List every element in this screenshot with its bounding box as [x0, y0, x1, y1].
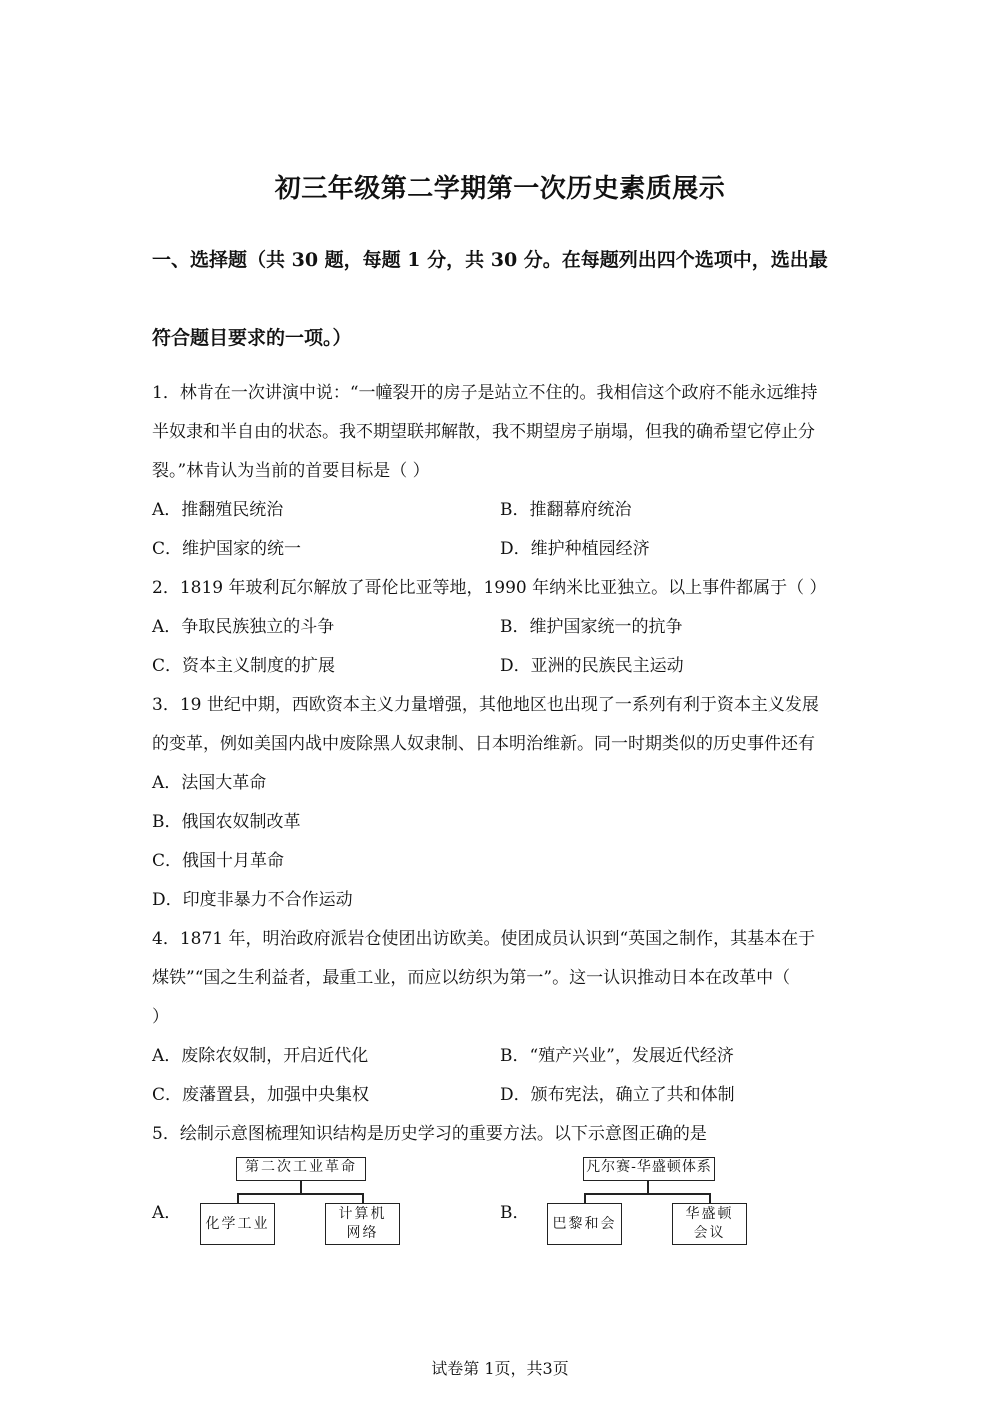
q2-text-line1: 2．1819 年玻利瓦尔解放了哥伦比亚等地，1990 年纳米比亚独立。以上事件都属于（ ）: [152, 578, 827, 598]
diagram-a-right-drop: [362, 1193, 364, 1203]
diagram-a-stem: [300, 1181, 302, 1193]
q1-text-line3: 裂。”林肯认为当前的首要目标是（ ）: [152, 461, 430, 481]
q1-option-a: A．推翻殖民统治: [152, 500, 284, 520]
q3-option-a: A．法国大革命: [152, 773, 267, 793]
q3-option-b: B．俄国农奴制改革: [152, 812, 301, 832]
diagram-a-left-drop: [237, 1193, 239, 1203]
diagram-b-left-drop: [584, 1193, 586, 1203]
page-footer: 试卷第 1页，共3页: [431, 1359, 569, 1378]
q2-option-c: C．资本主义制度的扩展: [152, 656, 336, 676]
q4-option-c: C．废藩置县，加强中央集权: [152, 1085, 370, 1105]
q2-option-b: B．维护国家统一的抗争: [500, 617, 683, 637]
diagram-b-right-line1: 华盛顿: [685, 1206, 734, 1222]
diagram-a-branch: [237, 1193, 363, 1195]
q4-option-a: A．废除农奴制，开启近代化: [152, 1046, 369, 1066]
q1-option-b: B．推翻幕府统治: [500, 500, 632, 520]
section-heading-line1: 一、选择题（共 30 题，每题 1 分，共 30 分。在每题列出四个选项中，选出最: [152, 249, 828, 271]
q5-diagram-a: [200, 1157, 402, 1247]
q5-diagram-b-label: B．: [500, 1203, 530, 1223]
q2-option-a: A．争取民族独立的斗争: [152, 617, 335, 637]
diagram-b-right-line2: 会议: [693, 1225, 726, 1241]
diagram-b-branch: [584, 1193, 710, 1195]
diagram-b-stem: [647, 1181, 649, 1193]
q4-option-d: D．颁布宪法，确立了共和体制: [500, 1085, 735, 1105]
q1-text-line1: 1．林肯在一次讲演中说：“一幢裂开的房子是站立不住的。我相信这个政府不能永远维持: [152, 383, 818, 403]
q4-text-line1: 4．1871 年，明治政府派岩仓使团出访欧美。使团成员认识到“英国之制作，其基本在于: [152, 929, 816, 949]
q1-text-line2: 半奴隶和半自由的状态。我不期望联邦解散，我不期望房子崩塌，但我的确希望它停止分: [152, 422, 815, 442]
q5-diagram-a-label: A．: [152, 1203, 182, 1223]
diagram-b-left-box: 巴黎和会: [547, 1203, 622, 1245]
q2-option-d: D．亚洲的民族民主运动: [500, 656, 684, 676]
q4-text-line3: ）: [152, 1007, 169, 1027]
q4-text-line2: 煤铁”“国之生利益者，最重工业，而应以纺织为第一”。这一认识推动日本在改革中（: [152, 968, 791, 988]
q3-option-c: C．俄国十月革命: [152, 851, 285, 871]
q1-option-c: C．维护国家的统一: [152, 539, 302, 559]
diagram-a-top-box: 第二次工业革命: [236, 1157, 366, 1181]
q5-text-line1: 5．绘制示意图梳理知识结构是历史学习的重要方法。以下示意图正确的是: [152, 1124, 707, 1144]
q5-diagram-b: [547, 1157, 749, 1247]
diagram-a-right-line1: 计算机: [338, 1206, 387, 1222]
q1-option-d: D．维护种植园经济: [500, 539, 650, 559]
diagram-b-right-drop: [709, 1193, 711, 1203]
q3-text-line1: 3．19 世纪中期，西欧资本主义力量增强，其他地区也出现了一系列有利于资本主义发展: [152, 695, 819, 715]
q4-option-b: B．“殖产兴业”，发展近代经济: [500, 1046, 734, 1066]
diagram-a-left-box: 化学工业: [200, 1203, 275, 1245]
q3-option-d: D．印度非暴力不合作运动: [152, 890, 353, 910]
page-title: 初三年级第二学期第一次历史素质展示: [274, 174, 726, 204]
q3-text-line2: 的变革，例如美国内战中废除黑人奴隶制、日本明治维新。同一时期类似的历史事件还有: [152, 734, 815, 754]
diagram-a-right-line2: 网络: [346, 1225, 379, 1241]
section-heading-line2: 符合题目要求的一项。）: [152, 327, 352, 349]
diagram-a-right-box: [325, 1203, 400, 1245]
diagram-b-top-box: 凡尔赛-华盛顿体系: [583, 1157, 715, 1181]
diagram-b-right-box: [672, 1203, 747, 1245]
